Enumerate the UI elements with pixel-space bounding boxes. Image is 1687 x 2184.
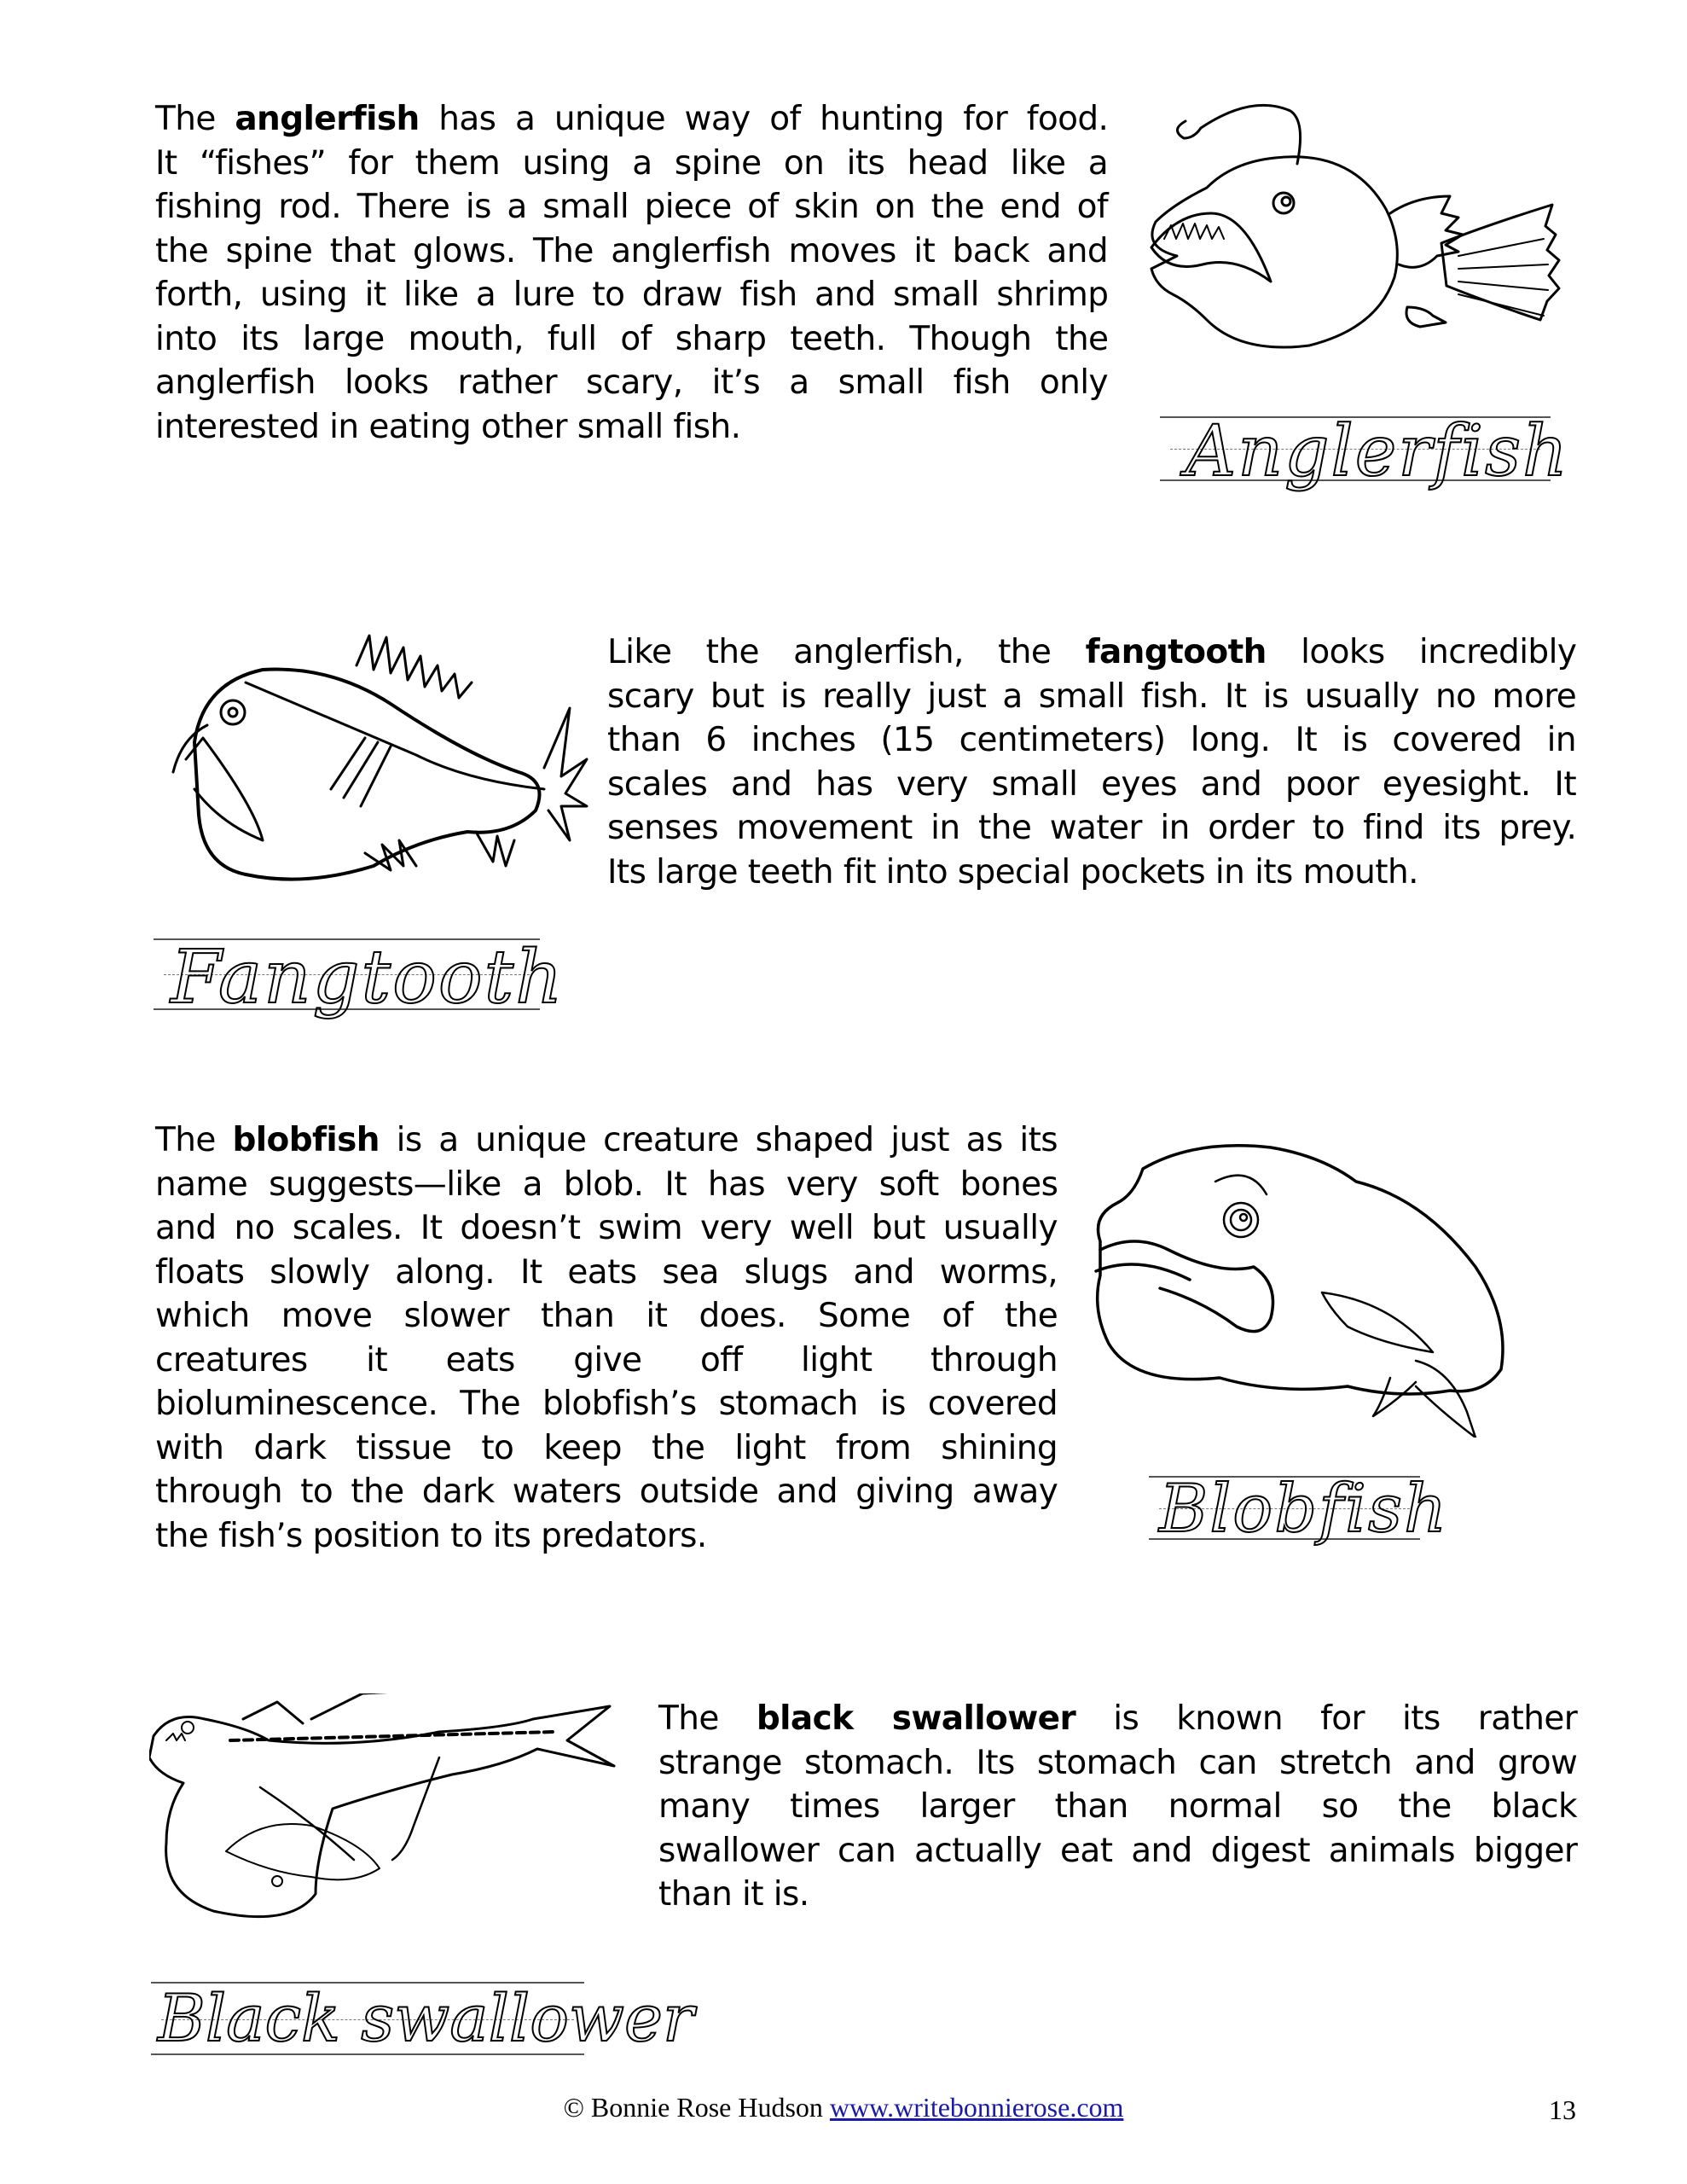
tracing-practice-fangtooth <box>154 935 565 1041</box>
tracing-word: Black swallower <box>158 1980 694 2056</box>
text-line: name suggests—like a blob. It has very soft bones <box>155 1165 1058 1204</box>
bold-term: black swallower <box>756 1699 1076 1738</box>
black-swallower-paragraph <box>658 1697 1577 1917</box>
black-swallower-illustration <box>149 1693 623 1941</box>
fangtooth-illustration <box>152 631 595 904</box>
text-line: and no scales. It doesn’t swim very well but usually <box>155 1209 1058 1247</box>
text-line: fishing rod. There is a small piece of skin on the end of <box>155 188 1109 226</box>
text-line: forth, using it like a lure to draw fish and small shrimp <box>155 276 1109 314</box>
text-line: with dark tissue to keep the light from shining <box>155 1428 1058 1467</box>
text-line: senses movement in the water in order to find its prey. <box>607 809 1577 847</box>
blobfish-paragraph <box>155 1118 1058 1558</box>
text-line: scary but is really just a small fish. It is usually no more <box>607 677 1577 716</box>
text-line: It “fishes” for them using a spine on its head like a <box>155 143 1108 183</box>
text-line: the spine that glows. The anglerfish moves it back and <box>155 231 1108 270</box>
text-line: the fish’s position to its predators. <box>155 1516 707 1555</box>
text-line: Its large teeth fit into special pockets in its mouth. <box>607 852 1418 892</box>
text-line: than 6 inches (15 centimeters) long. It is covered in <box>607 721 1576 759</box>
text-line: swallower can actually eat and digest animals bigger <box>658 1831 1578 1870</box>
tracing-practice-blobfish <box>1149 1471 1449 1570</box>
text-line: floats slowly along. It eats sea slugs and worms, <box>155 1252 1058 1292</box>
anglerfish-paragraph <box>155 97 1108 449</box>
text-line: which move slower than it does. Some of the <box>155 1297 1058 1335</box>
text-line: creatures it eats give off light through <box>155 1340 1058 1380</box>
text-line: Like the anglerfish, the fangtooth looks incredibly <box>607 633 1577 671</box>
tracing-practice-black-swallower <box>151 1980 694 2076</box>
bold-term: anglerfish <box>235 100 420 138</box>
website-link[interactable]: www.writebonnierose.com <box>829 2092 1124 2123</box>
text-line: than it is. <box>658 1875 809 1914</box>
bold-term: fangtooth <box>1085 633 1267 671</box>
tracing-word: Anglerfish <box>1186 411 1569 492</box>
fangtooth-paragraph <box>607 630 1576 894</box>
text-line: through to the dark waters outside and giving away <box>155 1472 1058 1511</box>
tracing-word: Blobfish <box>1159 1471 1449 1548</box>
anglerfish-illustration <box>1126 94 1569 375</box>
blobfish-illustration <box>1075 1122 1569 1438</box>
page-number: 13 <box>1549 2094 1576 2125</box>
text-line: interested in eating other small fish. <box>155 407 741 446</box>
copyright-text: © Bonnie Rose Hudson <box>563 2092 830 2123</box>
text-line: The blobfish is a unique creature shaped just as its <box>155 1121 1058 1159</box>
text-line: many times larger than normal so the black <box>658 1787 1577 1826</box>
text-line: bioluminescence. The blobfish’s stomach is covered <box>155 1385 1058 1423</box>
text-line: into its large mouth, full of sharp teeth. Though the <box>155 319 1109 358</box>
tracing-word: Fangtooth <box>171 935 565 1020</box>
tracing-practice-anglerfish <box>1160 411 1569 519</box>
bold-term: blobfish <box>232 1121 380 1159</box>
text-line: anglerfish looks rather scary, it’s a small fish only <box>155 363 1108 402</box>
page-footer <box>0 2092 1687 2123</box>
text-line: The black swallower is known for its rather <box>658 1699 1578 1738</box>
text-line: scales and has very small eyes and poor eyesight. It <box>607 764 1577 804</box>
text-line: strange stomach. Its stomach can stretch and grow <box>658 1743 1578 1782</box>
text-line: The anglerfish has a unique way of hunting for food. <box>155 100 1109 138</box>
